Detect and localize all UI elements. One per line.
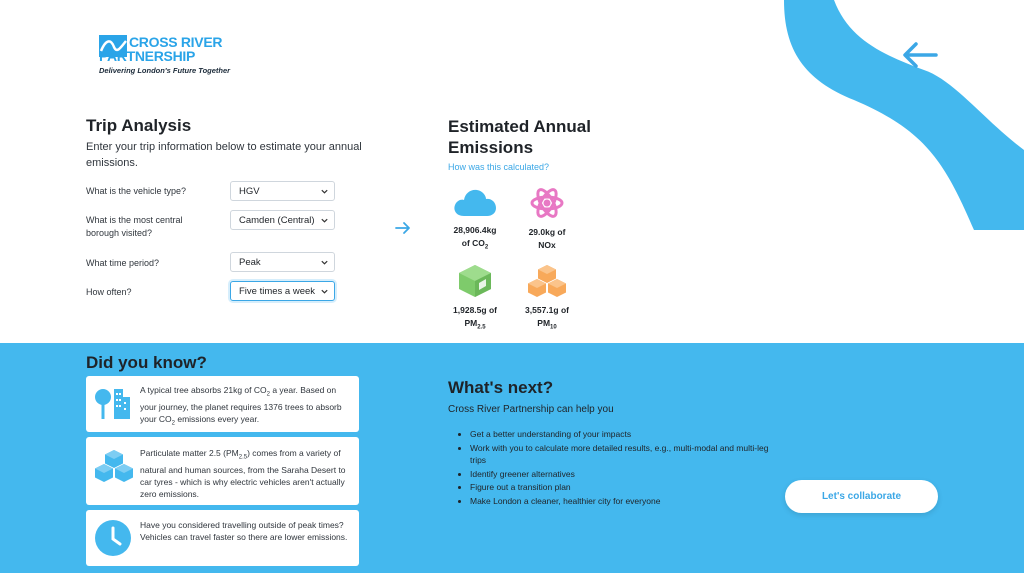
tree-fact-text: A typical tree absorbs 21kg of $CO_2$ a year. Based on your journey, the planet requires 1376 trees to absorb your $CO_2$ emissions every year.	[140, 385, 342, 427]
pm10-emission	[512, 264, 582, 335]
tree-fact-card	[86, 376, 359, 432]
chevron-down-icon	[320, 287, 329, 296]
pm25-value: 1,928.5g of	[453, 305, 497, 315]
pm10-value: 3,557.1g of	[525, 305, 569, 315]
lets-collaborate-button[interactable]: Let's collaborate	[785, 480, 938, 513]
logo-line2: PARTNERSHIP	[99, 48, 196, 64]
river-decoration	[774, 0, 1024, 230]
chevron-down-icon	[320, 187, 329, 196]
vehicle-type-select[interactable]	[230, 181, 335, 201]
vehicle-type-label: What is the vehicle type?	[86, 186, 187, 196]
logo-tagline: Delivering London's Future Together	[99, 66, 231, 75]
arrow-right-icon	[395, 221, 411, 235]
chevron-down-icon	[320, 216, 329, 225]
particulate-fact-card	[86, 437, 359, 505]
list-item: • Identify greener alternatives	[470, 468, 770, 481]
nox-emission	[512, 186, 582, 257]
frequency-value: Five times a week	[239, 286, 316, 297]
list-item: • Make London a cleaner, healthier city for everyone	[470, 495, 770, 508]
whats-next-title: What's next?	[448, 378, 554, 397]
atom-icon	[530, 186, 564, 220]
time-period-value: Peak	[239, 257, 261, 268]
pm25-emission	[440, 264, 510, 335]
borough-value: Camden (Central)	[239, 215, 315, 226]
list-item: • Figure out a transition plan	[470, 481, 770, 494]
particulate-fact-text: Particulate matter 2.5 $(PM_{2.5})$ comes from a variety of natural and human sources, from the Saraha Desert to car tyres - which is why electric vehicles aren't actually zero emissions.	[140, 448, 346, 499]
frequency-select[interactable]	[230, 281, 335, 301]
cubes-icon	[527, 264, 567, 298]
pm10-unit: $PM_{10}$	[537, 318, 557, 331]
borough-select[interactable]	[230, 210, 335, 230]
how-calculated-link[interactable]: How was this calculated?	[448, 162, 550, 172]
trip-analysis-title: Trip Analysis	[86, 116, 192, 135]
list-item: • Get a better understanding of your impacts	[470, 428, 770, 441]
did-you-know-title: Did you know?	[86, 353, 207, 372]
emissions-title: Estimated Annual Emissions	[448, 117, 591, 157]
co2-emission	[440, 186, 510, 255]
time-period-label: What time period?	[86, 258, 160, 268]
list-item: • Work with you to calculate more detailed results, e.g., multi-modal and multi-leg trips	[470, 442, 770, 467]
whats-next-subtitle: Cross River Partnership can help you	[448, 404, 614, 415]
tree-building-icon	[94, 385, 132, 421]
chevron-down-icon	[320, 258, 329, 267]
vehicle-type-value: HGV	[239, 186, 260, 197]
borough-label: What is the most central borough visited?	[86, 215, 183, 238]
cube-icon	[457, 264, 493, 298]
pm25-unit: $PM_{2.5}$	[464, 318, 486, 331]
logo-line1: CROSS RIVER	[129, 34, 223, 50]
nox-unit: NOx	[538, 240, 556, 250]
back-arrow-icon[interactable]	[900, 40, 940, 70]
trip-analysis-intro: Enter your trip information below to estimate your annual emissions.	[86, 141, 362, 169]
clock-icon	[94, 519, 132, 557]
co2-value: 28,906.4kg	[453, 225, 497, 235]
peak-times-card	[86, 510, 359, 566]
time-period-select[interactable]	[230, 252, 335, 272]
frequency-label: How often?	[86, 287, 132, 297]
cloud-icon	[452, 186, 498, 218]
logo[interactable]	[99, 34, 239, 78]
peak-times-text: Have you considered travelling outside of peak times? Vehicles can travel faster so there are lower emissions.	[140, 520, 348, 542]
whats-next-list	[470, 428, 770, 508]
nox-value: 29.0kg of	[528, 227, 566, 237]
cubes-icon	[94, 449, 134, 483]
co2-unit: of $CO_2$	[461, 238, 489, 251]
